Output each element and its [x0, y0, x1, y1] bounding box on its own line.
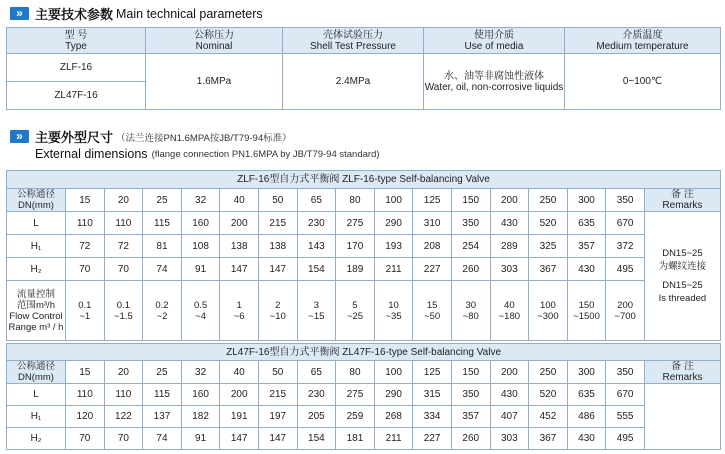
flow-range-min: 200 — [617, 299, 634, 311]
flow-label-line: Range m³ / h — [8, 321, 64, 333]
dn-value: 200 — [490, 189, 529, 212]
media-cell — [424, 54, 565, 110]
table-cell: 138 — [258, 235, 297, 258]
table-cell: 260 — [451, 258, 490, 281]
table-cell: 635 — [567, 384, 606, 406]
header-nominal — [146, 28, 283, 54]
table-cell: 110 — [66, 212, 105, 235]
dn-value: 300 — [567, 189, 606, 212]
header-media — [424, 28, 565, 54]
flow-range-cell — [606, 281, 645, 341]
dn-value: 300 — [567, 361, 606, 384]
dn-label-en: DN(mm) — [18, 372, 54, 383]
flow-range-cell — [66, 281, 105, 341]
table-cell: 70 — [66, 258, 105, 281]
table-cell: 122 — [104, 406, 143, 428]
flow-range-cell — [567, 281, 606, 341]
table-cell: 110 — [104, 212, 143, 235]
table-cell: 290 — [374, 384, 413, 406]
table-cell: 430 — [490, 212, 529, 235]
table-cell: 230 — [297, 384, 336, 406]
table-cell: 367 — [529, 428, 568, 450]
remarks-cell — [644, 384, 720, 450]
flow-range-max: ~25 — [346, 310, 364, 322]
table-cell: 147 — [258, 428, 297, 450]
table-cell: 91 — [181, 258, 220, 281]
header-shell-test-en: Shell Test Pressure — [310, 40, 396, 52]
flow-range-min: 15 — [426, 299, 438, 311]
table-cell: 452 — [529, 406, 568, 428]
table-cell: 350 — [451, 212, 490, 235]
table-cell: 115 — [143, 384, 182, 406]
table-cell: 197 — [258, 406, 297, 428]
dn-value: 25 — [143, 189, 182, 212]
table-cell: 200 — [220, 384, 259, 406]
flow-range-max: ~4 — [195, 310, 206, 322]
header-media-en: Use of media — [464, 40, 524, 52]
header-temperature — [565, 28, 721, 54]
flow-range-min: 10 — [388, 299, 399, 311]
remarks-header — [644, 361, 720, 384]
header-nominal-cn: 公称压力 — [194, 29, 234, 41]
table-cell: 160 — [181, 212, 220, 235]
flow-range-min: 30 — [465, 299, 477, 311]
header-temperature-cn: 介质温度 — [622, 29, 663, 41]
header-shell-test-cn: 壳体试验压力 — [323, 29, 383, 41]
table-cell: 215 — [258, 384, 297, 406]
flow-range-cell — [451, 281, 490, 341]
table-cell: 357 — [451, 406, 490, 428]
dn-value: 50 — [258, 189, 297, 212]
flow-range-min: 0.1 — [78, 299, 92, 311]
flow-range-max: ~180 — [498, 310, 521, 322]
table-cell: 160 — [181, 384, 220, 406]
table-caption: ZLF-16型自力式平衡阀 ZLF-16-type Self-balancing Valve — [7, 171, 721, 189]
heading-cn: 主要技术参数 — [35, 7, 114, 22]
flow-range-max: ~1.5 — [114, 310, 133, 322]
table-cell: 372 — [606, 235, 645, 258]
table-cell: 70 — [104, 258, 143, 281]
flow-range-max: ~10 — [269, 310, 286, 322]
flow-range-min: 2 — [275, 299, 281, 311]
table-cell: 555 — [606, 406, 645, 428]
table-cell: 310 — [413, 212, 452, 235]
dn-value: 350 — [606, 361, 645, 384]
table-cell: 72 — [104, 235, 143, 258]
table-cell: 227 — [413, 258, 452, 281]
flow-range-cell — [529, 281, 568, 341]
table-cell: 211 — [374, 258, 413, 281]
table-cell: 275 — [336, 212, 375, 235]
dn-value: 250 — [529, 361, 568, 384]
heading-cn: 主要外型尺寸 — [35, 130, 114, 145]
table-cell: 289 — [490, 235, 529, 258]
dimensions-table-zlf16 — [6, 170, 721, 341]
tech-params-table — [6, 27, 721, 110]
flow-range-cell — [374, 281, 413, 341]
chevron-double-right-icon: » — [10, 7, 29, 20]
table-cell: 211 — [374, 428, 413, 450]
flow-range-cell — [258, 281, 297, 341]
table-cell: 120 — [66, 406, 105, 428]
type-cell: ZLF-16 — [7, 54, 146, 82]
dn-label-en: DN(mm) — [18, 200, 54, 211]
dn-value: 150 — [451, 361, 490, 384]
remark-line: DN15~25 — [662, 248, 703, 259]
table-cell: 200 — [220, 212, 259, 235]
table-cell: 275 — [336, 384, 375, 406]
table-cell: 70 — [104, 428, 143, 450]
dn-value: 20 — [104, 361, 143, 384]
dn-value: 100 — [374, 189, 413, 212]
flow-label-line: Flow Control — [9, 310, 63, 322]
row-label: L — [7, 384, 66, 406]
flow-range-cell — [297, 281, 336, 341]
flow-range-cell — [336, 281, 375, 341]
remarks-en: Remarks — [662, 200, 703, 211]
table-cell: 430 — [567, 428, 606, 450]
flow-range-min: 5 — [352, 299, 358, 311]
table-cell: 334 — [413, 406, 452, 428]
dn-value: 125 — [413, 189, 452, 212]
dn-label-cn: 公称通径 — [16, 361, 55, 372]
flow-range-cell — [413, 281, 452, 341]
dn-value: 80 — [336, 189, 375, 212]
flow-range-max: ~80 — [462, 310, 479, 322]
remark-line: Is threaded — [658, 293, 707, 304]
temperature-cell: 0~100℃ — [565, 54, 721, 110]
table-cell: 147 — [220, 258, 259, 281]
dn-value: 125 — [413, 361, 452, 384]
table-cell: 108 — [181, 235, 220, 258]
dn-value: 32 — [181, 189, 220, 212]
table-cell: 193 — [374, 235, 413, 258]
table-cell: 254 — [451, 235, 490, 258]
table-cell: 147 — [258, 258, 297, 281]
dn-value: 80 — [336, 361, 375, 384]
flow-range-min: 150 — [578, 299, 595, 311]
table-cell: 260 — [451, 428, 490, 450]
remarks-cn: 备 注 — [671, 361, 694, 372]
dn-label — [7, 189, 66, 212]
table-cell: 495 — [606, 258, 645, 281]
table-cell: 182 — [181, 406, 220, 428]
table-cell: 143 — [297, 235, 336, 258]
dn-value: 350 — [606, 189, 645, 212]
flow-label — [7, 281, 66, 341]
flow-range-max: ~6 — [233, 310, 245, 322]
table-cell: 290 — [374, 212, 413, 235]
type-cell: ZL47F-16 — [7, 82, 146, 110]
table-cell: 91 — [181, 428, 220, 450]
heading-en: Main technical parameters — [116, 6, 263, 21]
table-cell: 110 — [66, 384, 105, 406]
flow-range-max: ~35 — [385, 310, 402, 322]
table-cell: 325 — [529, 235, 568, 258]
table-cell: 635 — [567, 212, 606, 235]
remarks-cell — [644, 212, 720, 341]
row-label: L — [7, 212, 66, 235]
flow-range-max: ~2 — [156, 310, 168, 322]
table-cell: 181 — [336, 428, 375, 450]
flow-range-min: 1 — [236, 299, 242, 311]
flow-range-max: ~700 — [614, 310, 636, 322]
dn-label — [7, 361, 66, 384]
table-cell: 430 — [567, 258, 606, 281]
flow-range-cell — [143, 281, 182, 341]
table-cell: 430 — [490, 384, 529, 406]
flow-range-cell — [490, 281, 529, 341]
flow-range-max: ~1500 — [573, 310, 600, 322]
remarks-cn: 备 注 — [671, 189, 694, 200]
table-cell: 259 — [336, 406, 375, 428]
table-cell: 189 — [336, 258, 375, 281]
header-shell-test — [283, 28, 424, 54]
flow-range-max: ~300 — [537, 310, 559, 322]
table-cell: 670 — [606, 212, 645, 235]
table-cell: 230 — [297, 212, 336, 235]
table-cell: 170 — [336, 235, 375, 258]
flow-label-line: 流量控制 — [16, 288, 55, 300]
dimensions-table-zl47f16 — [6, 343, 721, 450]
table-cell: 74 — [143, 258, 182, 281]
table-cell: 268 — [374, 406, 413, 428]
row-label: H₁ — [7, 235, 66, 258]
table-cell: 81 — [143, 235, 182, 258]
remark-line: DN15~25 — [662, 280, 703, 291]
dn-value: 150 — [451, 189, 490, 212]
flow-range-max: ~1 — [79, 310, 91, 322]
remarks-header — [644, 189, 720, 212]
table-cell: 670 — [606, 384, 645, 406]
header-nominal-en: Nominal — [195, 40, 233, 52]
flow-range-min: 40 — [504, 299, 515, 311]
flow-range-min: 0.5 — [193, 299, 208, 311]
table-cell: 154 — [297, 428, 336, 450]
table-cell: 303 — [490, 258, 529, 281]
table-cell: 74 — [143, 428, 182, 450]
header-temperature-en: Medium temperature — [596, 40, 689, 52]
flow-range-min: 3 — [313, 299, 319, 311]
remarks-en: Remarks — [662, 372, 703, 383]
dn-value: 65 — [297, 189, 336, 212]
flow-range-min: 0.1 — [116, 299, 130, 311]
dn-value: 200 — [490, 361, 529, 384]
table-cell: 407 — [490, 406, 529, 428]
table-cell: 147 — [220, 428, 259, 450]
table-cell: 520 — [529, 212, 568, 235]
section-heading-dimensions-en — [35, 147, 380, 161]
dn-value: 100 — [374, 361, 413, 384]
table-cell: 495 — [606, 428, 645, 450]
table-cell: 350 — [451, 384, 490, 406]
table-cell: 110 — [104, 384, 143, 406]
table-cell: 486 — [567, 406, 606, 428]
header-type-cn: 型 号 — [64, 29, 88, 41]
nominal-cell: 1.6MPa — [146, 54, 283, 110]
table-cell: 205 — [297, 406, 336, 428]
flow-range-cell — [104, 281, 143, 341]
dn-value: 15 — [66, 361, 105, 384]
dn-value: 40 — [220, 361, 259, 384]
table-cell: 72 — [66, 235, 105, 258]
chevron-double-right-icon: » — [10, 130, 29, 143]
table-cell: 115 — [143, 212, 182, 235]
table-cell: 70 — [66, 428, 105, 450]
media-en: Water, oil, non-corrosive liquids — [424, 81, 564, 93]
flow-range-max: ~50 — [424, 310, 441, 322]
table-cell: 208 — [413, 235, 452, 258]
section-heading-technical — [10, 4, 263, 23]
section-heading-dimensions — [10, 127, 292, 146]
dn-value: 32 — [181, 361, 220, 384]
flow-range-max: ~15 — [308, 310, 325, 322]
table-cell: 367 — [529, 258, 568, 281]
dn-label-cn: 公称通径 — [16, 189, 55, 200]
remark-line: 为螺纹连接 — [658, 261, 707, 272]
header-type — [7, 28, 146, 54]
table-cell: 315 — [413, 384, 452, 406]
flow-range-min: 100 — [539, 299, 556, 311]
table-cell: 191 — [220, 406, 259, 428]
heading-note-cn: （法兰连接PN1.6MPA按JB/T79-94标准） — [116, 132, 292, 144]
row-label: H₂ — [7, 428, 66, 450]
table-cell: 137 — [143, 406, 182, 428]
flow-range-cell — [220, 281, 259, 341]
table-cell: 303 — [490, 428, 529, 450]
flow-label-line: 范围m³/h — [16, 299, 55, 311]
flow-range-min: 0.2 — [155, 299, 169, 311]
dn-value: 40 — [220, 189, 259, 212]
header-media-cn: 使用介质 — [474, 29, 514, 41]
dn-value: 65 — [297, 361, 336, 384]
heading-en: External dimensions — [35, 147, 148, 161]
heading-note-en: (flange connection PN1.6MPA by JB/T79-94 standard) — [151, 148, 380, 160]
row-label: H₁ — [7, 406, 66, 428]
header-type-en: Type — [65, 40, 87, 52]
table-cell: 215 — [258, 212, 297, 235]
table-cell: 154 — [297, 258, 336, 281]
media-cn: 水、油等非腐蚀性液体 — [444, 70, 544, 82]
table-cell: 227 — [413, 428, 452, 450]
dn-value: 250 — [529, 189, 568, 212]
table-caption: ZL47F-16型自力式平衡阀 ZL47F-16-type Self-balancing Valve — [7, 344, 721, 361]
dn-value: 15 — [66, 189, 105, 212]
dn-value: 25 — [143, 361, 182, 384]
row-label: H₂ — [7, 258, 66, 281]
dn-value: 50 — [258, 361, 297, 384]
shell-test-cell: 2.4MPa — [283, 54, 424, 110]
table-cell: 357 — [567, 235, 606, 258]
dn-value: 20 — [104, 189, 143, 212]
flow-range-cell — [181, 281, 220, 341]
table-cell: 520 — [529, 384, 568, 406]
table-cell: 138 — [220, 235, 259, 258]
